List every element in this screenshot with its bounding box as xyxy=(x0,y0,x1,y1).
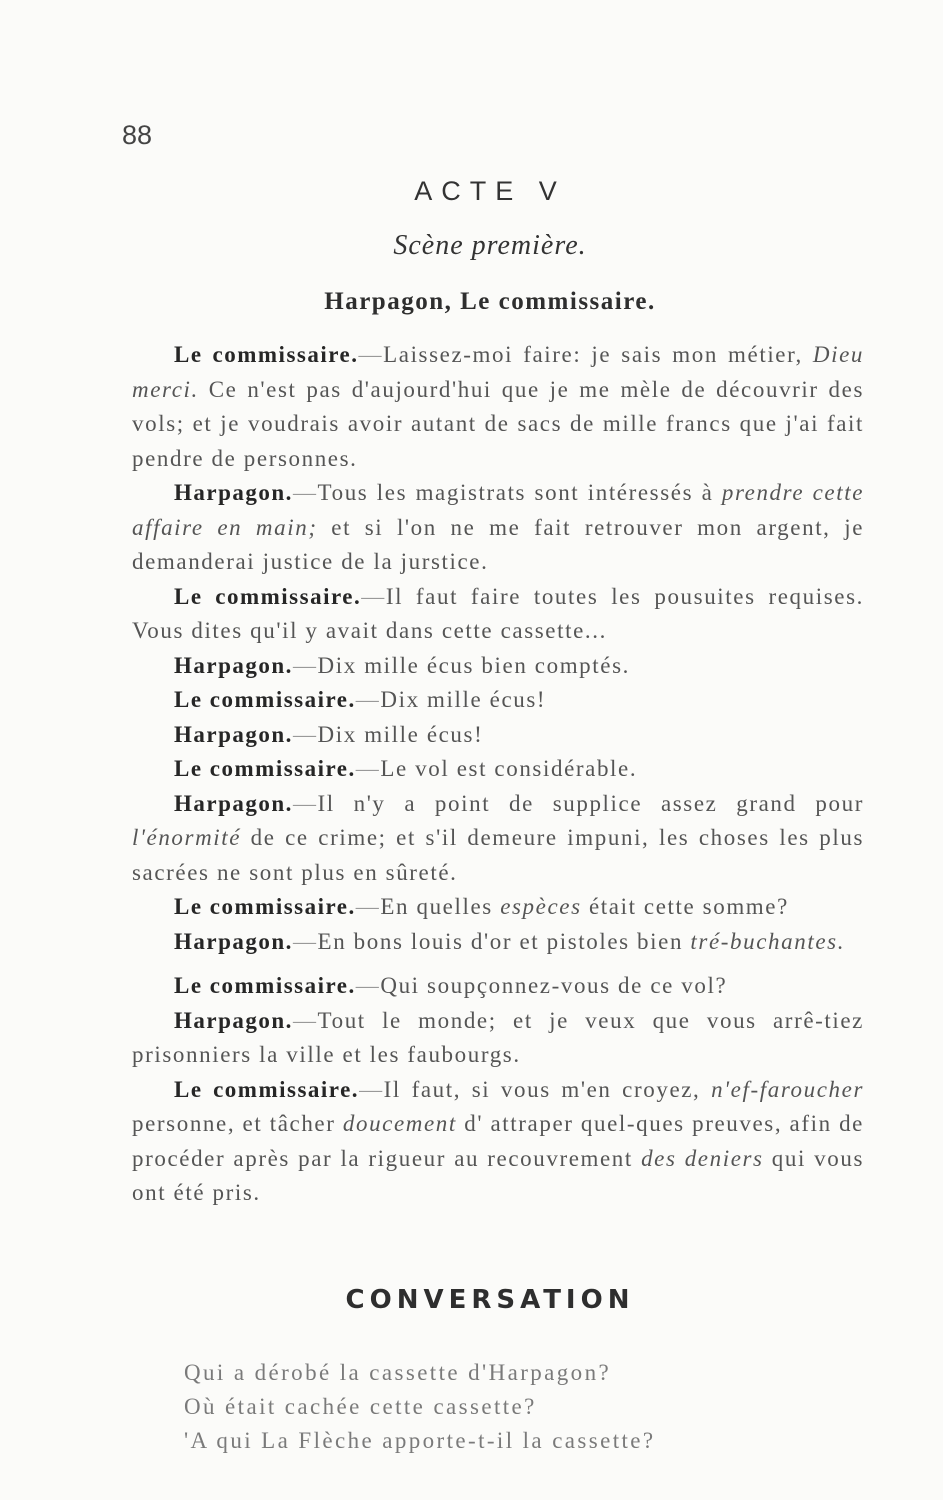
dialogue-line: Harpagon.—En bons louis d'or et pistoles bien tré-buchantes. xyxy=(174,928,846,954)
line-text: Il n'y a point de supplice assez grand pour xyxy=(317,790,864,816)
speaker-name: Harpagon. xyxy=(174,652,293,678)
line-text: Ce n'est pas d'aujourd'hui que je me mèle de découvrir des vols; et je voudrais avoir autant de sacs de mille francs que j'ai fait pendre de personnes. xyxy=(132,376,864,471)
line-text: Tout le monde; et je veux que vous arrê-tiez prisonniers la ville et les faubourgs. xyxy=(132,1007,864,1067)
speaker-name: Harpagon. xyxy=(174,480,293,505)
question-item: Où était cachée cette cassette? xyxy=(184,1394,537,1419)
line-text-italic: espèces xyxy=(500,894,582,919)
speaker-name: Le commissaire. xyxy=(174,687,356,712)
dialogue-line: Harpagon.—Tous les magistrats sont intéressés à prendre cette affaire en main; et si l'on ne me fait retrouver mon argent, je demanderai justice de la jurstice. xyxy=(132,480,865,574)
speaker-name: Harpagon. xyxy=(174,790,293,816)
speaker-name: Le commissaire. xyxy=(174,756,356,781)
speaker-name: Le commissaire. xyxy=(174,894,356,919)
line-text: d' attraper quel-ques preuves, afin de procéder après par la rigueur au recouvrement xyxy=(132,1111,864,1171)
dialogue-line: Le commissaire.—Laissez-moi faire: je sais mon métier, Dieu merci. Ce n'est pas d'aujourd'hui que je me mèle de découvrir des vols; et je voudrais avoir autant de sacs de mille francs que j'ai fait pendre de personnes. xyxy=(132,342,864,471)
line-text: Dix mille écus! xyxy=(380,687,547,712)
speaker-name: Le commissaire. xyxy=(174,583,362,609)
dialogue xyxy=(132,338,864,1211)
dialogue-line: Le commissaire.—Dix mille écus! xyxy=(174,687,547,712)
line-text-italic: Dieu merci. xyxy=(132,342,864,402)
line-text-italic: prendre cette affaire en main; xyxy=(132,480,865,540)
speaker-name: Harpagon. xyxy=(174,928,293,954)
speaker-name: Harpagon. xyxy=(174,1007,293,1033)
speaker-name: Le commissaire. xyxy=(174,342,359,367)
line-text: Laissez-moi faire: je sais mon métier, xyxy=(383,342,813,367)
line-text-italic: des deniers xyxy=(641,1145,764,1171)
line-text: Tous les magistrats sont intéressés à xyxy=(317,480,722,505)
question-item: Qui a dérobé la cassette d'Harpagon? xyxy=(184,1360,612,1385)
line-text: Il faut faire toutes les pousuites requises. Vous dites qu'il y avait dans cette cassette... xyxy=(132,583,864,643)
line-text: Il faut, si vous m'en croyez, xyxy=(383,1076,712,1102)
characters-heading: Harpagon, Le commissaire. xyxy=(324,288,656,315)
scene-title: Scène première. xyxy=(393,230,587,261)
line-text-italic: doucement xyxy=(342,1111,457,1136)
line-text: Dix mille écus bien comptés. xyxy=(317,652,630,678)
dialogue-line: Le commissaire.—En quelles espèces était cette somme? xyxy=(174,894,789,919)
dialogue-line: Le commissaire.—Le vol est considérable. xyxy=(174,756,638,781)
line-text: personne, et tâcher xyxy=(132,1111,343,1136)
line-text: Dix mille écus! xyxy=(317,721,484,747)
speaker-name: Le commissaire. xyxy=(174,973,356,998)
dialogue-line: Le commissaire.—Qui soupçonnez-vous de ce vol? xyxy=(174,973,728,998)
speaker-name: Harpagon. xyxy=(174,721,293,747)
conversation-heading: CONVERSATION xyxy=(345,1285,635,1315)
act-title: ACTE V xyxy=(414,176,566,206)
line-text-italic: n'ef-faroucher xyxy=(711,1076,864,1102)
dialogue-line: Harpagon.—Il n'y a point de supplice assez grand pour l'énormité de ce crime; et s'il demeure impuni, les choses les plus sacrées ne sont plus en sûreté. xyxy=(132,790,864,885)
line-text: qui vous ont été pris. xyxy=(132,1145,865,1205)
dialogue-line: Harpagon.—Dix mille écus bien comptés. xyxy=(174,652,630,678)
page-number: 88 xyxy=(122,120,153,150)
line-text: de ce crime; et s'il demeure impuni, les choses les plus sacrées ne sont plus en sûreté. xyxy=(132,825,864,885)
line-text: Qui soupçonnez-vous de ce vol? xyxy=(380,973,728,998)
question-item: 'A qui La Flèche apporte-t-il la cassette? xyxy=(184,1428,656,1453)
line-text: Le vol est considérable. xyxy=(380,756,638,781)
dialogue-line: Harpagon.—Tout le monde; et je veux que vous arrê-tiez prisonniers la ville et les faubourgs. xyxy=(132,1007,864,1067)
dialogue-line: Harpagon.—Dix mille écus! xyxy=(174,721,484,747)
line-text: En quelles xyxy=(380,894,501,919)
question-list xyxy=(184,1356,656,1458)
dialogue-line: Le commissaire.—Il faut, si vous m'en croyez, n'ef-faroucher personne, et tâcher doucement d' attraper quel-ques preuves, afin de procéder après par la rigueur au recouvrement des deniers qui vous ont été pris. xyxy=(132,1076,865,1205)
line-text: et si l'on ne me fait retrouver mon argent, je demanderai justice de la jurstice. xyxy=(132,514,864,574)
line-text-italic: tré-buchantes. xyxy=(690,928,846,954)
line-text-italic: l'énormité xyxy=(132,825,242,850)
line-text: était cette somme? xyxy=(581,894,789,919)
dialogue-line: Le commissaire.—Il faut faire toutes les pousuites requises. Vous dites qu'il y avait dans cette cassette... xyxy=(132,583,864,643)
line-text: En bons louis d'or et pistoles bien xyxy=(317,928,691,954)
speaker-name: Le commissaire. xyxy=(174,1076,360,1102)
